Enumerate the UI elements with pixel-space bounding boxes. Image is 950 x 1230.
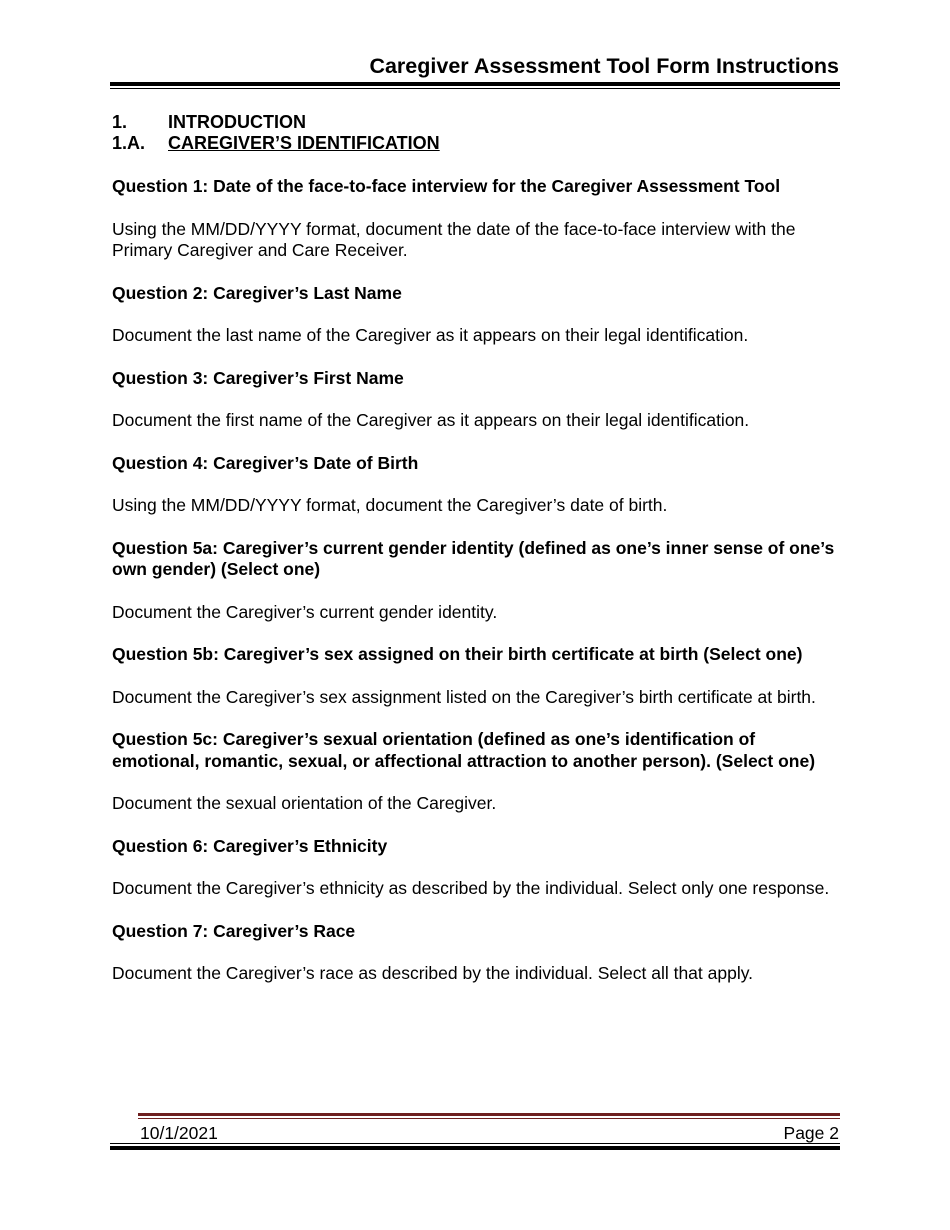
page-number: Page 2: [783, 1123, 839, 1143]
section-title: INTRODUCTION: [168, 112, 306, 132]
question-heading: Question 3: Caregiver’s First Name: [112, 367, 404, 388]
question-heading: Question 1: Date of the face-to-face interview for the Caregiver Assessment Tool: [112, 176, 781, 196]
question-heading: Question 4: Caregiver’s Date of Birth: [112, 452, 419, 473]
section-heading: [112, 112, 840, 133]
question-instructions: Document the Caregiver’s race as described by the individual. Select all that apply.: [112, 963, 754, 983]
question-heading: Question 7: Caregiver’s Race: [112, 920, 356, 941]
question-instructions: Using the MM/DD/YYYY format, document the Caregiver’s date of birth.: [112, 495, 668, 515]
section-number: 1.: [112, 112, 128, 132]
question-instructions: Document the Caregiver’s ethnicity as described by the individual. Select only one response.: [112, 878, 830, 898]
question-heading: Question 2: Caregiver’s Last Name: [112, 282, 402, 303]
header-rule: [110, 82, 840, 90]
question-heading: Question 5c: Caregiver’s sexual orientation (defined as one’s identification of emotional, romantic, sexual, or affectional attraction to another person). (Select one): [112, 729, 816, 771]
footer-rule-top: [138, 1113, 840, 1119]
footer-rule-bottom: [110, 1143, 840, 1151]
question-instructions: Document the Caregiver’s current gender identity.: [112, 601, 498, 622]
subsection-heading: [112, 133, 840, 154]
subsection-title: CAREGIVER’S IDENTIFICATION: [168, 133, 440, 153]
question-instructions: Document the first name of the Caregiver as it appears on their legal identification.: [112, 410, 750, 430]
footer-date: 10/1/2021: [140, 1123, 218, 1143]
question-instructions: Using the MM/DD/YYYY format, document the date of the face-to-face interview with the Primary Caregiver and Care Receiver.: [112, 218, 796, 260]
question-instructions: Document the sexual orientation of the Caregiver.: [112, 793, 497, 813]
page-content: [112, 112, 840, 985]
question-heading: Question 5a: Caregiver’s current gender identity (defined as one’s inner sense of one’s own gender) (Select one): [112, 537, 835, 579]
question-instructions: Document the last name of the Caregiver as it appears on their legal identification.: [112, 325, 749, 345]
question-instructions: Document the Caregiver’s sex assignment listed on the Caregiver’s birth certificate at birth.: [112, 686, 816, 707]
question-heading: Question 6: Caregiver’s Ethnicity: [112, 835, 388, 856]
document-title: Caregiver Assessment Tool Form Instructions: [369, 54, 839, 78]
subsection-number: 1.A.: [112, 133, 146, 153]
question-heading: Question 5b: Caregiver’s sex assigned on their birth certificate at birth (Select one): [112, 644, 803, 664]
